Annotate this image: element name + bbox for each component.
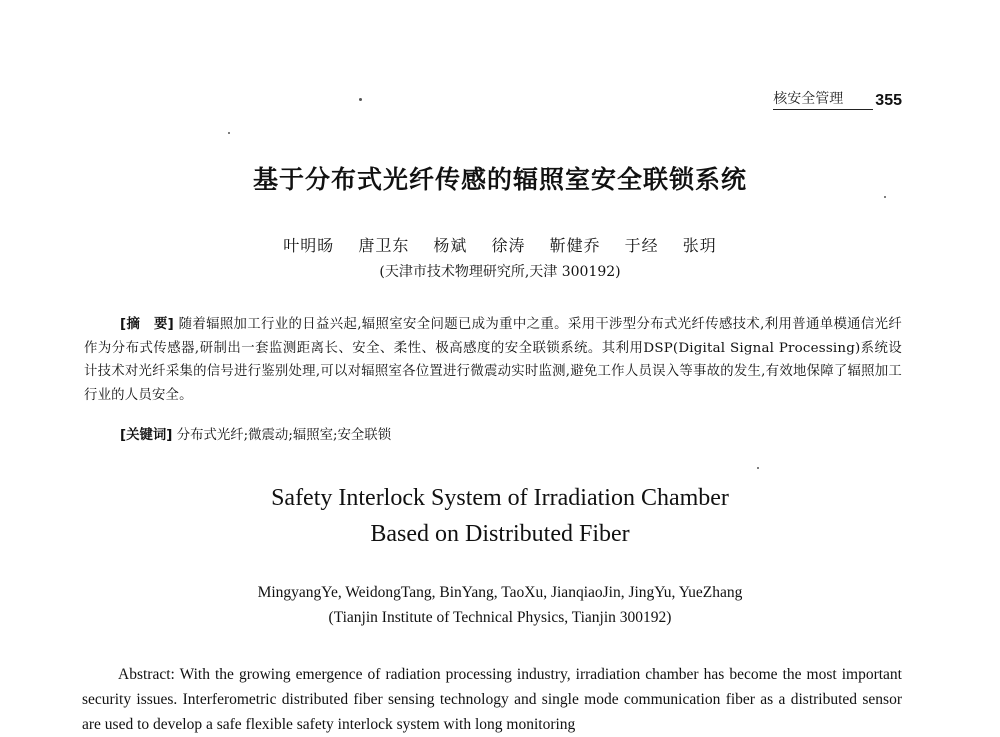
scan-speck	[884, 196, 886, 198]
keywords-cn-label: [关键词]	[120, 428, 173, 443]
scan-speck	[359, 98, 362, 101]
paper-title-cn: 基于分布式光纤传感的辐照室安全联锁系统	[252, 165, 747, 194]
authors-en: MingyangYe, WeidongTang, BinYang, TaoXu, JianqiaoJin, JingYu, YueZhang	[257, 584, 743, 601]
abstract-cn-label: [摘 要]	[120, 317, 174, 332]
header-section: 核安全管理	[773, 90, 873, 110]
keywords-cn	[120, 425, 900, 447]
paper-title-en-line2: Based on Distributed Fiber	[370, 521, 630, 547]
keywords-cn-text: 分布式光纤;微震动;辐照室;安全联锁	[176, 428, 392, 443]
scan-speck	[228, 132, 230, 134]
paper-title-en	[0, 480, 1000, 552]
abstract-cn	[84, 313, 902, 407]
abstract-cn-text: 随着辐照加工行业的日益兴起,辐照室安全问题已成为重中之重。采用干涉型分布式光纤传感技术,利用普通单模通信光纤作为分布式传感器,研制出一套监测距离长、安全、柔性、极高感度的安全联锁系统。其利用DSP(Digital Signal Processing)系统设计技术对光纤采集的信号进行鉴别处理,可以对辐照室各位置进行微震动实时监测,避免工作人员误入等事故的发生,有效地保障了辐照加工行业的人员安全。	[84, 317, 902, 403]
authors-cn: 叶明旸 唐卫东 杨斌 徐涛 靳健乔 于经 张玥	[283, 236, 717, 255]
affiliation-cn: (天津市技术物理研究所,天津 300192)	[379, 264, 621, 280]
affiliation-en: (Tianjin Institute of Technical Physics, Tianjin 300192)	[328, 609, 672, 626]
paper-title-en-line1: Safety Interlock System of Irradiation Chamber	[271, 485, 729, 511]
scan-speck	[757, 467, 759, 469]
running-header	[773, 88, 902, 110]
page-number: 355	[875, 92, 902, 109]
abstract-en: Abstract: With the growing emergence of radiation processing industry, irradiation chamber has become the most important security issues. Interferometric distributed fiber sensing technology and single mode communication fiber as a distributed sensor are used to develop a safe flexible safety interlock system with long monitoring	[82, 666, 902, 733]
